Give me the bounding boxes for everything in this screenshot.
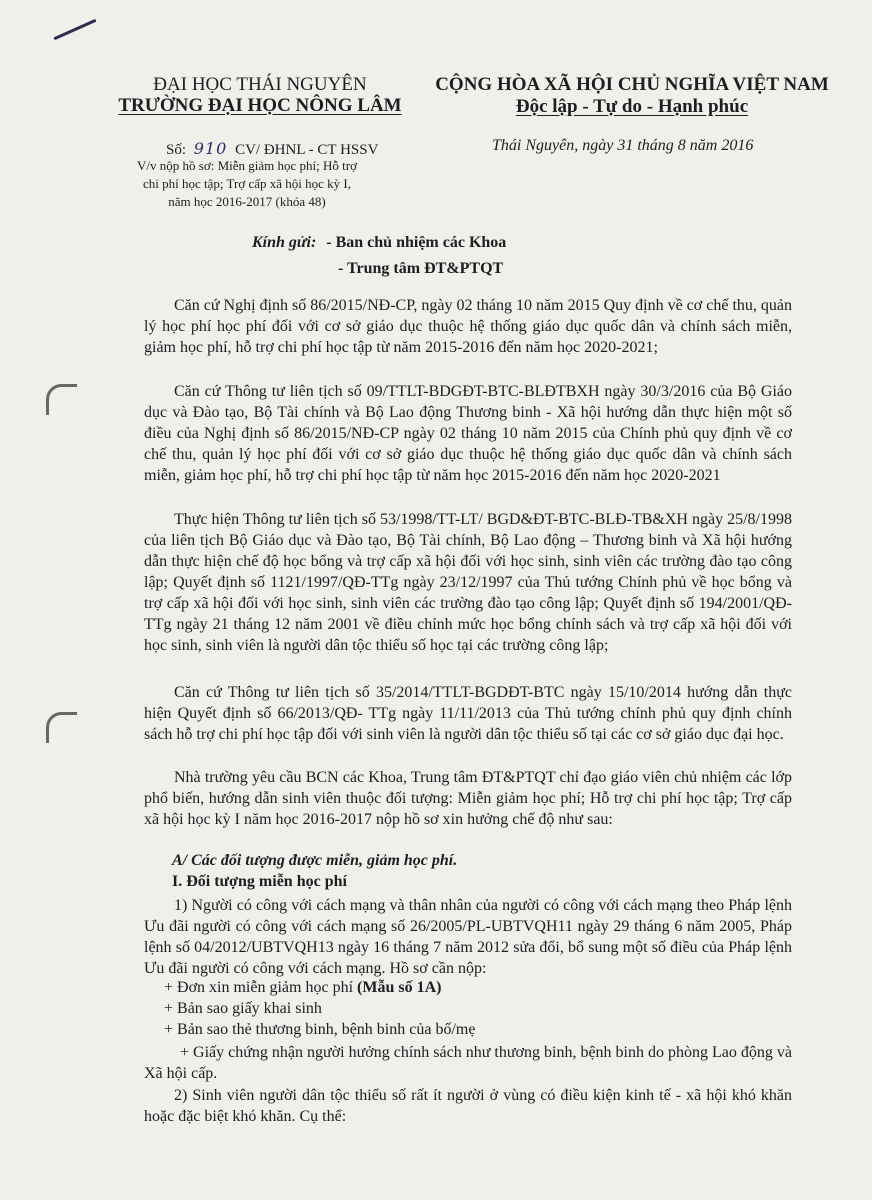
paragraph-circular-35: Căn cứ Thông tư liên tịch số 35/2014/TTLT-BGDĐT-BTC ngày 15/10/2014 hướng dẫn thực hiện Quyết định số 66/2013/QĐ- TTg ngày 11/11/2013 của Thủ tướng chính phủ quy định chính sách hỗ trợ chi phí học tập đối với sinh viên là người dân tộc thiểu số tại các cơ sở giáo dục đại học. [144, 684, 792, 743]
punch-hole-mark [46, 712, 77, 743]
recipient-2: - Trung tâm ĐT&PTQT [338, 260, 504, 277]
national-title: CỘNG HÒA XÃ HỘI CHỦ NGHĨA VIỆT NAM [435, 74, 829, 95]
national-header [432, 74, 832, 118]
pen-mark [53, 19, 96, 40]
doc-item-veteran-card: + Bản sao thẻ thương binh, bệnh binh của bố/mẹ [164, 1021, 476, 1038]
recipient-1: - Ban chủ nhiệm các Khoa [326, 234, 507, 251]
issuer-school: TRƯỜNG ĐẠI HỌC NÔNG LÂM [118, 95, 402, 116]
paragraph-request: Nhà trường yêu cầu BCN các Khoa, Trung tâm ĐT&PTQT chỉ đạo giáo viên chủ nhiệm các lớp phổ biến, hướng dẫn sinh viên thuộc đối tượng: Miễn giảm học phí; Hỗ trợ chi phí học tập; Trợ cấp xã hội học kỳ I năm học 2016-2017 nộp hồ sơ xin hưởng chế độ như sau: [144, 769, 792, 828]
paragraph-circular-09: Căn cứ Thông tư liên tịch số 09/TTLT-BDGĐT-BTC-BLĐTBXH ngày 30/3/2016 của Bộ Giáo dục và Đào tạo, Bộ Tài chính và Bộ Lao động Thương binh - Xã hội hướng dẫn thực hiện một số điều của Nghị định số 86/2015/NĐ-CP ngày 02 tháng 10 năm 2015 của Chính phủ quy định về cơ chế thu, quản lý học phí đối với cơ sở giáo dục thuộc hệ thống giáo dục quốc dân và chính sách miễn, giảm học phí, hỗ trợ chi phí học tập từ năm học 2015-2016 đến năm học 2020-2021 [144, 383, 792, 484]
issuer-header [110, 74, 410, 116]
document-number-code: CV/ ĐHNL - CT HSSV [235, 142, 379, 158]
doc-item-certificate: + Giấy chứng nhận người hưởng chính sách như thương binh, bệnh binh do phòng Lao động và Xã hội cấp. [144, 1044, 792, 1082]
doc-item-application-text: + Đơn xin miễn giảm học phí [164, 979, 358, 996]
document-number [166, 139, 378, 159]
recipients-label: Kính gửi: [252, 234, 317, 251]
form-code: (Mẫu số 1A) [357, 979, 442, 996]
handwritten-number: 910 [193, 139, 228, 158]
item-2-text: 2) Sinh viên người dân tộc thiểu số rất ít người ở vùng có điều kiện kinh tế - xã hội khó khăn hoặc đặc biệt khó khăn. Cụ thể: [144, 1087, 792, 1125]
national-motto: Độc lập - Tự do - Hạnh phúc [515, 96, 749, 117]
doc-item-birth-certificate: + Bản sao giấy khai sinh [164, 1000, 322, 1017]
doc-item-application [164, 979, 441, 997]
punch-hole-mark [46, 384, 77, 415]
subject-line: V/v nộp hồ sơ: Miễn giảm học phí; Hỗ trợ chi phí học tập; Trợ cấp xã hội học kỳ I, năm học 2016-2017 (khóa 48) [137, 158, 357, 209]
issuer-university: ĐẠI HỌC THÁI NGUYÊN [153, 74, 367, 95]
recipients-block [252, 230, 506, 282]
document-number-prefix: Số: [166, 142, 187, 158]
section-a-heading: A/ Các đối tượng được miễn, giảm học phí. [172, 852, 458, 869]
date-line: Thái Nguyên, ngày 31 tháng 8 năm 2016 [492, 137, 754, 154]
paragraph-circular-53: Thực hiện Thông tư liên tịch số 53/1998/TT-LT/ BGD&ĐT-BTC-BLĐ-TB&XH ngày 25/8/1998 của liên tịch Bộ Giáo dục và Đào tạo, Bộ Tài chính, Bộ Lao động – Thương binh và Xã hội hướng dẫn thực hiện chế độ học bổng và trợ cấp xã hội đối với học sinh, sinh viên các trường đào tạo công lập; Quyết định số 1121/1997/QĐ-TTg ngày 23/12/1997 của Thủ tướng Chính phủ về học bổng và trợ cấp xã hội đối với học sinh, sinh viên các trường đào tạo công lập; Quyết định số 194/2001/QĐ-TTg ngày 21 tháng 12 năm 2001 về điều chỉnh mức học bổng chính sách và trợ cấp xã hội đối với học sinh, sinh viên là người dân tộc thiểu số học tại các trường công lập; [144, 511, 792, 654]
paragraph-decree: Căn cứ Nghị định số 86/2015/NĐ-CP, ngày 02 tháng 10 năm 2015 Quy định về cơ chế thu, quản lý học phí học phí đối với cơ sở giáo dục thuộc hệ thống giáo dục quốc dân và chính sách miễn, giảm học phí, hỗ trợ chi phí học tập từ năm 2015-2016 đến năm học 2020-2021; [144, 297, 792, 356]
section-i-heading: I. Đối tượng miễn học phí [172, 873, 347, 890]
item-1-text: 1) Người có công với cách mạng và thân nhân của người có công với cách mạng theo Pháp lệnh Ưu đãi người có công với cách mạng số 26/2005/PL-UBTVQH11 ngày 29 tháng 6 năm 2005, Pháp lệnh số 04/2012/UBTVQH13 ngày 16 tháng 7 năm 2012 sửa đổi, bổ sung một số điều của Pháp lệnh Ưu đãi người có công với cách mạng. Hồ sơ cần nộp: [144, 897, 792, 977]
